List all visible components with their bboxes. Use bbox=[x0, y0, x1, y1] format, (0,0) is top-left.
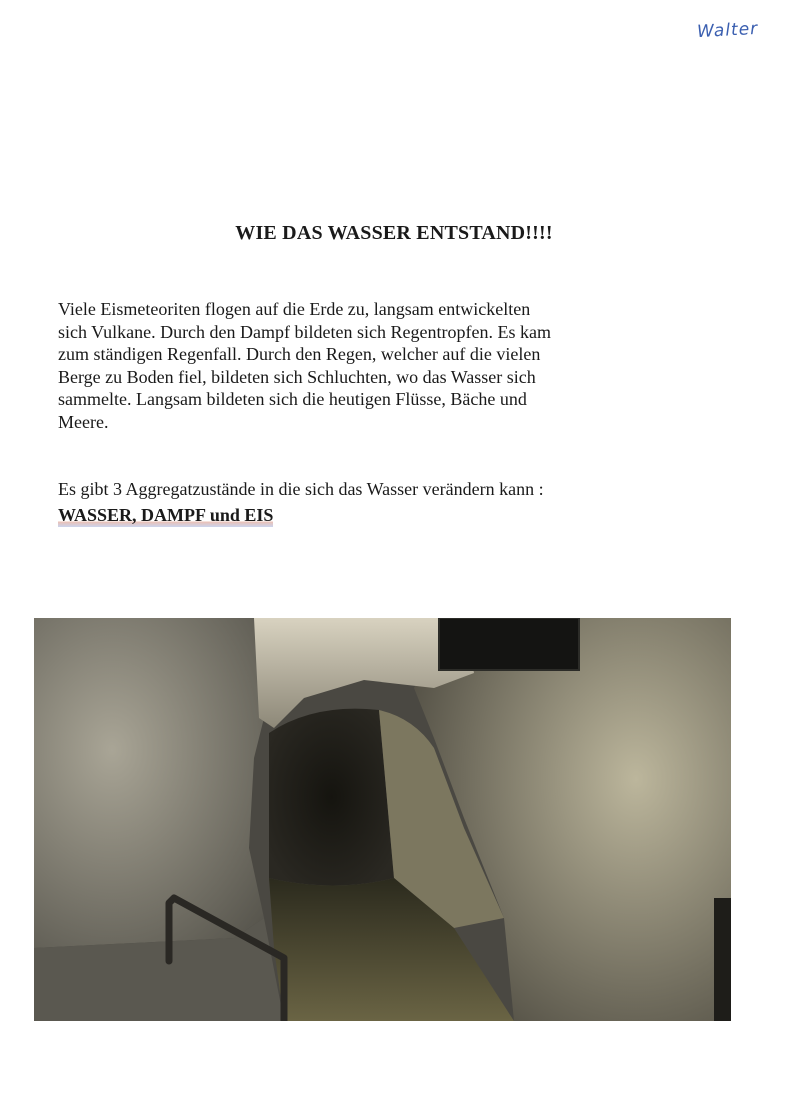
tunnel-photo bbox=[34, 618, 731, 1021]
body-paragraph bbox=[58, 298, 688, 433]
states-list: WASSER, DAMPF und EIS bbox=[58, 505, 274, 525]
paragraph-line: zum ständigen Regenfall. Durch den Regen, welcher auf die vielen bbox=[58, 344, 541, 364]
paragraph-line: Meere. bbox=[58, 411, 109, 432]
handwritten-signature: Walter bbox=[696, 18, 759, 43]
paragraph-line: Viele Eismeteoriten flogen auf die Erde zu, langsam entwickelten bbox=[58, 299, 531, 319]
tunnel-photo-illustration bbox=[34, 618, 731, 1021]
paragraph-line: Berge zu Boden fiel, bildeten sich Schluchten, wo das Wasser sich bbox=[58, 366, 536, 387]
page-title: WIE DAS WASSER ENTSTAND!!!! bbox=[235, 222, 553, 244]
paragraph-line: sammelte. Langsam bildeten sich die heutigen Flüsse, Bäche und bbox=[58, 389, 527, 409]
paragraph-line: sich Vulkane. Durch den Dampf bildeten sich Regentropfen. Es kam bbox=[58, 321, 551, 342]
states-intro: Es gibt 3 Aggregatzustände in die sich das Wasser verändern kann : bbox=[58, 479, 544, 499]
